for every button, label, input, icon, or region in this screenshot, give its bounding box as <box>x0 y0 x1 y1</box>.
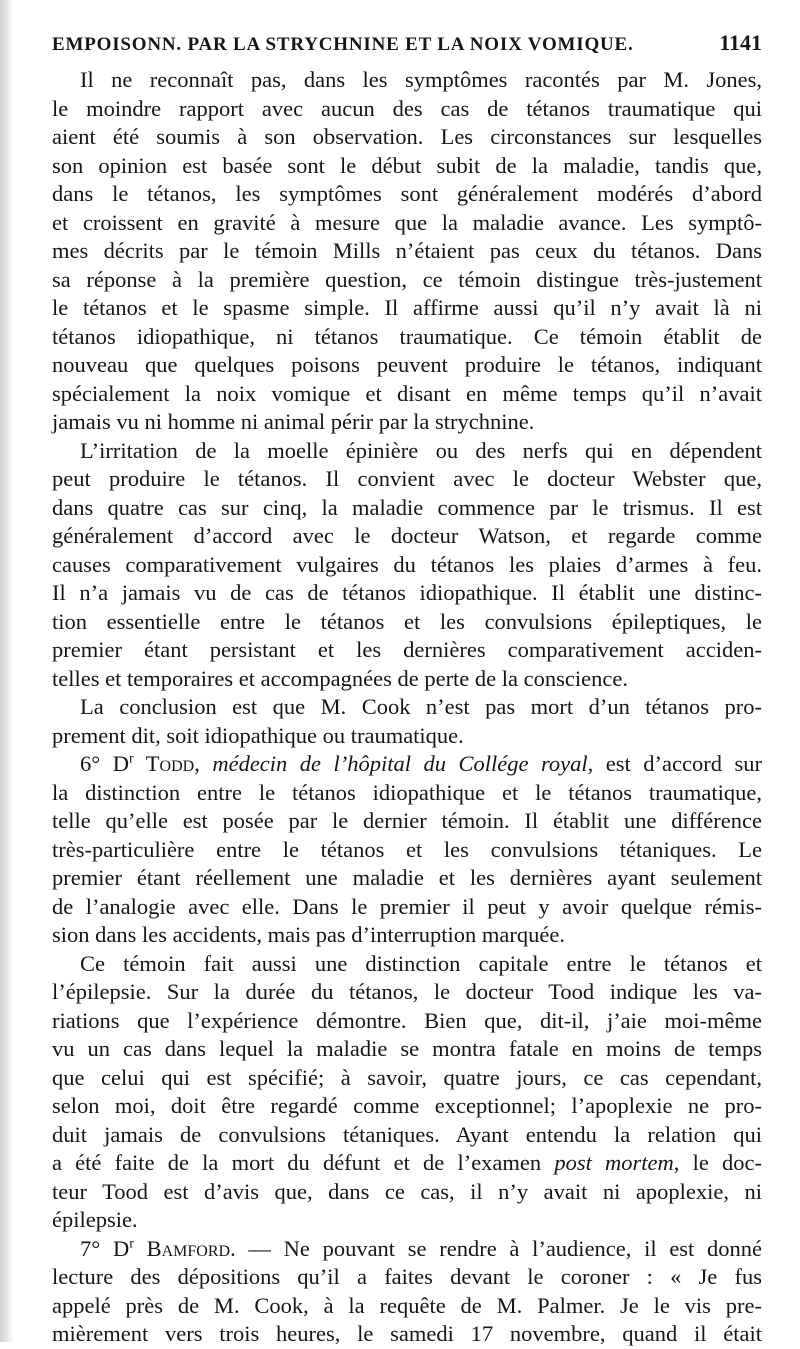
text-line: appelé près de M. Cook, à la requête de M. Palmer. Je le vis pre- <box>52 1292 762 1318</box>
text-line: premier étant réellement une maladie et les dernières ayant seulement <box>52 865 762 890</box>
text-line: Ce témoin fait aussi une distinction capitale entre le tétanos et <box>80 950 762 976</box>
text-line: la distinction entre le tétanos idiopathique et le tétanos traumatique, <box>52 779 762 805</box>
running-head <box>52 30 762 66</box>
text-run: 7° D <box>80 1235 130 1261</box>
text-line: Il n’a jamais vu de cas de tétanos idiopathique. Il établit une distinc- <box>52 580 762 605</box>
text-run: a été faite de la mort du défunt et de l’examen <box>52 1150 555 1175</box>
text-line: très-particulière entre le tétanos et les convulsions tétaniques. Le <box>52 836 762 862</box>
text-run: , <box>194 751 213 776</box>
text-line: le tétanos et le spasme simple. Il affirme aussi qu’il n’y avait là ni <box>52 295 762 320</box>
text-line: riations que l’expérience démontre. Bien que, dit-il, j’aie moi-même <box>52 1007 762 1033</box>
text-line: telles et temporaires et accompagnées de perte de la conscience. <box>52 665 628 691</box>
text-run: Todd <box>133 751 195 776</box>
text-line: premier étant persistant et les dernières comparativement acciden- <box>52 637 762 662</box>
text-line: spécialement la noix vomique et disant en même temps qu’il n’avait <box>52 380 762 406</box>
text-run: Bamford <box>133 1235 231 1261</box>
text-line: jamais vu ni homme ni animal périr par la strychnine. <box>52 409 535 434</box>
text-line: La conclusion est que M. Cook n’est pas mort d’un tétanos pro- <box>80 694 762 719</box>
text-run: . — Ne pouvant se rendre à l’audience, il est donné <box>230 1235 763 1261</box>
text-line: causes comparativement vulgaires du tétanos les plaies d’armes à feu. <box>52 551 762 577</box>
text-line: tétanos idiopathique, ni tétanos traumatique. Ce témoin établit de <box>52 323 762 349</box>
text-line: lecture des dépositions qu’il a faites devant le coroner : « Je fus <box>52 1264 762 1289</box>
text-line: l’épilepsie. Sur la durée du tétanos, le docteur Tood indique les va- <box>52 979 762 1004</box>
text-line: telle qu’elle est posée par le dernier témoin. Il établit une différence <box>52 808 762 833</box>
text-line: prement dit, soit idiopathique ou traumatique. <box>52 722 464 748</box>
text-line: sion dans les accidents, mais pas d’interruption marquée. <box>52 922 565 947</box>
text-line: tion essentielle entre le tétanos et les convulsions épileptiques, le <box>52 608 762 634</box>
text-line: L’irritation de la moelle épinière ou des nerfs qui en dépendent <box>80 437 762 463</box>
text-line: et croissent en gravité à mesure que la maladie avance. Les symptô- <box>52 209 762 235</box>
text-run: médecin de l’hôpital du Collége royal, <box>212 751 594 776</box>
text-line: mes décrits par le témoin Mills n’étaient pas ceux du tétanos. Dans <box>52 238 762 263</box>
text-run: post mortem <box>554 1150 674 1175</box>
text-line: aient été soumis à son observation. Les circonstances sur lesquelles <box>52 124 762 149</box>
text-run: est d’accord sur <box>593 751 762 776</box>
text-run: r <box>129 1236 134 1251</box>
text-line: nouveau que quelques poisons peuvent produire le tétanos, indiquant <box>52 352 762 377</box>
running-head-title: EMPOISONN. PAR LA STRYCHNINE ET LA NOIX VOMIQUE. <box>52 34 634 55</box>
text-line: peut produire le tétanos. Il convient avec le docteur Webster que, <box>52 466 762 491</box>
text-line: sa réponse à la première question, ce témoin distingue très-justement <box>52 266 762 292</box>
text-line: son opinion est basée sont le début subit de la maladie, tandis que, <box>52 152 762 178</box>
text-line: dans le tétanos, les symptômes sont généralement modérés d’abord <box>52 181 762 206</box>
text-line: teur Tood est d’avis que, dans ce cas, il n’y avait ni apoplexie, ni <box>52 1178 762 1204</box>
text-line: vu un cas dans lequel la maladie se montra fatale en moins de temps <box>52 1036 762 1061</box>
text-line: duit jamais de convulsions tétaniques. Ayant entendu la relation qui <box>52 1121 762 1147</box>
text-line <box>52 750 762 779</box>
text-line: mièrement vers trois heures, le samedi 17 novembre, quand il était <box>52 1321 762 1346</box>
text-line: dans quatre cas sur cinq, la maladie commence par le trismus. Il est <box>52 494 762 520</box>
text-line: selon moi, doit être regardé comme exceptionnel; l’apoplexie ne pro- <box>52 1093 762 1118</box>
text-line <box>52 1149 762 1178</box>
text-line <box>52 1235 762 1264</box>
text-line: de l’analogie avec elle. Dans le premier il peut y avoir quelque rémis- <box>52 893 762 919</box>
text-line: le moindre rapport avec aucun des cas de tétanos traumatique qui <box>52 95 762 121</box>
text-line: généralement d’accord avec le docteur Watson, et regarde comme <box>52 523 762 548</box>
text-run: r <box>129 751 134 767</box>
text-run: 6° D <box>80 751 129 776</box>
text-line: Il ne reconnaît pas, dans les symptômes racontés par M. Jones, <box>80 67 762 92</box>
text-line: que celui qui est spécifié; à savoir, quatre jours, ce cas cependant, <box>52 1064 762 1090</box>
page-number: 1141 <box>719 30 762 55</box>
body-text <box>52 66 762 1349</box>
text-line: épilepsie. <box>52 1207 138 1232</box>
text-run: , le doc- <box>673 1150 763 1175</box>
